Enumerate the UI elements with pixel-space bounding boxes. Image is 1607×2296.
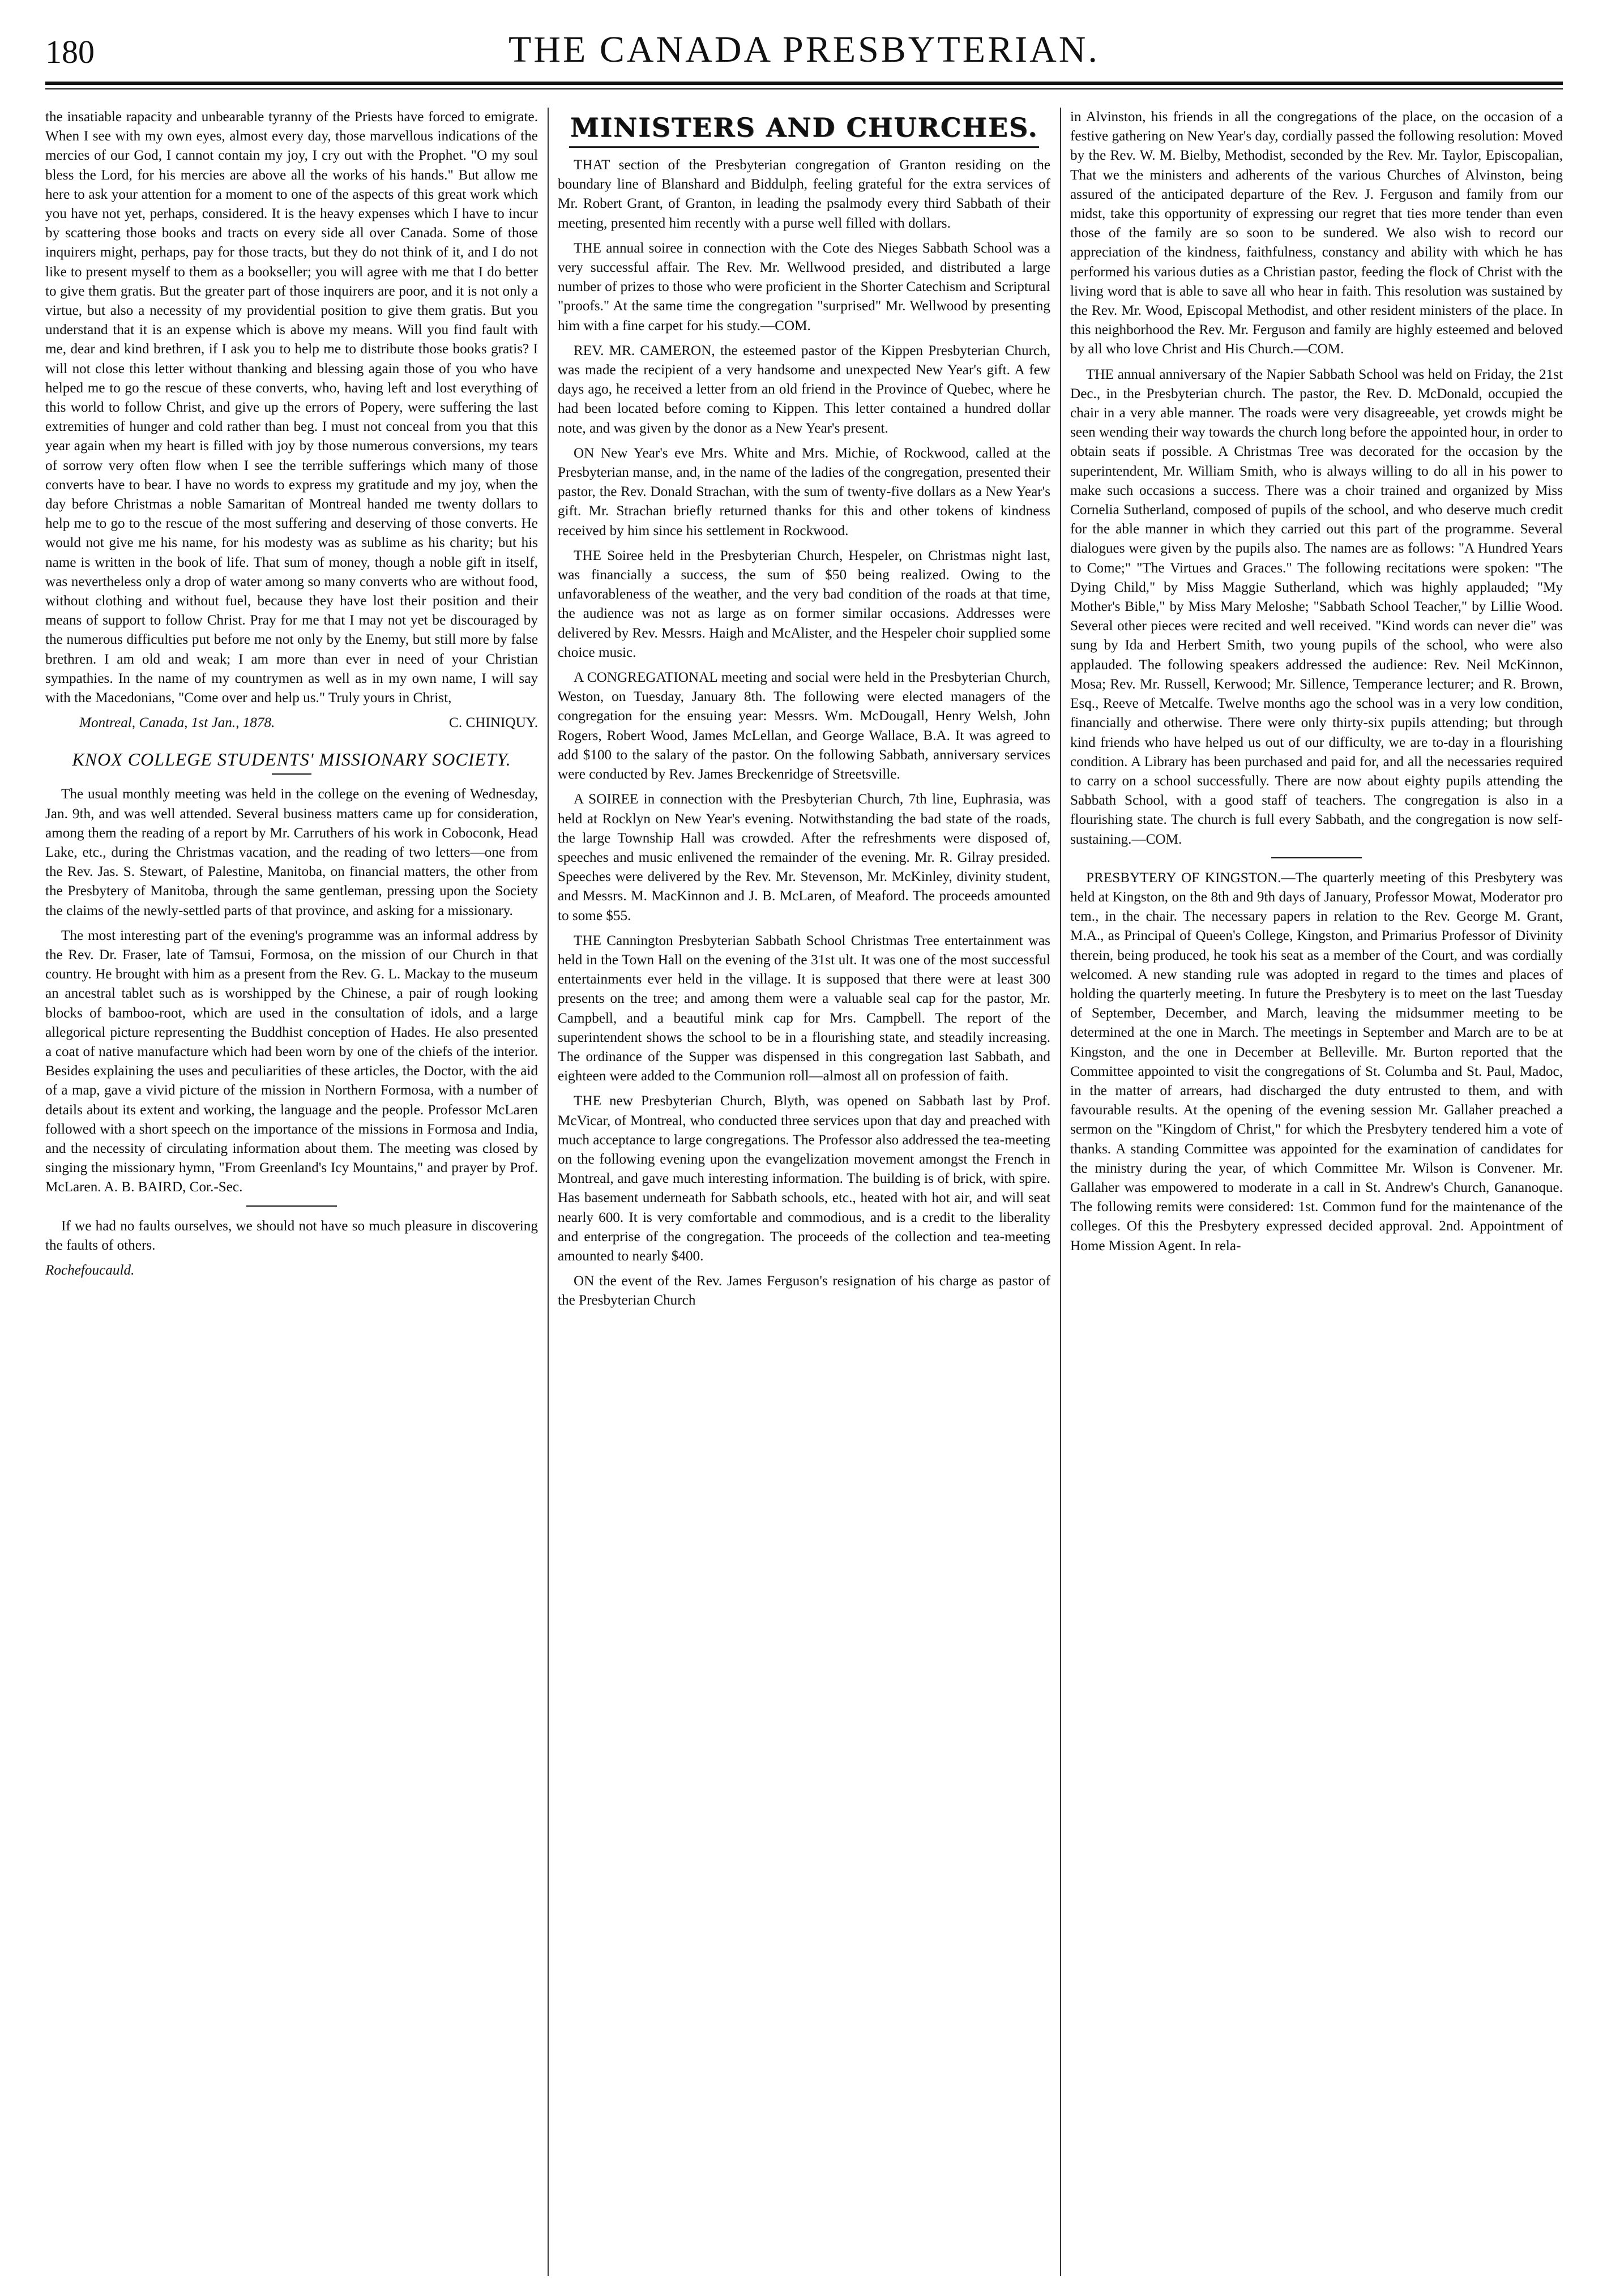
signature-place-date: Montreal, Canada, 1st Jan., 1878. (79, 715, 275, 731)
chiniquy-letter-text: the insatiable rapacity and unbearable tyranny of the Priests have forced to emigrate. When I see with my own eyes, almost every day, those marvellous indications of the mercies of our God, I cannot contain my joy, I cry out with the Prophet. "O my soul bless the Lord, for his mercies are above all the works of his hands." But allow me here to ask your attention for a moment to one of the aspects of this great work which you have not yet, perhaps, considered. It is the heavy expenses which I have to incur by scattering those books and tracts on every side all over Canada. Some of those inquirers might, perhaps, pay for those tracts, but they do not think of it, and I do not like to present myself to them as a bookseller; you will agree with me that I do better to give them gratis. But the greater part of those inquirers are poor, and it is not only a virtue, but also a necessity of my providential position to give them gratis. But you understand that it is an expense which is above my means. Will you find fault with me, dear and kind brethren, if I ask you to help me to distribute those books gratis? I will not close this letter without thanking and blessing again those of you who have helped me to go the rescue of these converts, who, having left and lost everything of this world to follow Christ, and give up the errors of Popery, were suffering the last extremities of hunger and cold rather than beg. I must not conceal from you that this year again when my heart is filled with joy by those numerous conversions, my tears of sorrow very often flow when I see the terrible sufferings which many of those converts have to bear. I have no words to express my gratitude and my joy, when the day before Christmas a noble Samaritan of Montreal handed me twenty dollars to help me to go to the rescue of the most suffering and deserving of those converts. He would not give me his name, for his modesty was as sublime as his charity; but his name is written in the book of life. That sum of money, though a noble gift in itself, was nevertheless only a drop of water among so many converts who are without food, without clothing and without fuel, because they have lost their position and their means of support to follow Christ. Pray for me that I may not yet be discouraged by the numerous difficulties put before me not only by the Enemy, but still more by false brethren. I am old and weak; I am more than ever in need of your Christian sympathies. In the name of my countrymen as well as in my own name, I will say with the Macedonians, "Come over and help us." Truly yours in Christ, (45, 109, 538, 706)
section-rule (246, 1205, 337, 1207)
maxim-author: Rochefoucauld. (45, 1262, 135, 1278)
column-right (1070, 108, 1563, 2276)
news-item: ON New Year's eve Mrs. White and Mrs. Michie, of Rockwood, called at the Presbyterian manse, and, in the name of the ladies of the congregation, presented their pastor, the Rev. Donald Strachan, with the sum of twenty-five dollars as a New Year's gift. Mr. Strachan briefly returned thanks for this and other tokens of kindness received by him since his settlement in Rockwood. (558, 445, 1050, 538)
news-item: THE Cannington Presbyterian Sabbath School Christmas Tree entertainment was held in the Town Hall on the evening of the 31st ult. It was one of the most successful entertainments ever held in the village. It is supposed that there were at least 300 presents on the tree; and among them were a valuable seal cap for the pastor, Mr. Campbell, and a beautiful mink cap for Mrs. Campbell. The report of the superintendent shows the school to be in a flourishing state, and steadily increasing. The ordinance of the Supper was dispensed in this congregation last Sabbath, and eighteen were added to the Communion roll—almost all on profession of faith. (558, 933, 1050, 1084)
heading-rule (569, 146, 1039, 148)
signature-name: C. CHINIQUY. (449, 715, 538, 731)
column-middle (558, 108, 1050, 2276)
news-item: A SOIREE in connection with the Presbyterian Church, 7th line, Euphrasia, was held at Rocklyn on New Year's evening. Notwithstanding the bad state of the roads, the large Township Hall was crowded. After the refreshments were disposed of, speeches and music enlivened the remainder of the evening. Mr. R. Gilray presided. Speeches were delivered by the Rev. Mr. Stevenson, Mr. McKinley, divinity student, and Messrs. M. MacKinnon and J. B. McLaren, of Meaford. The proceeds amounted to some $55. (558, 792, 1050, 923)
news-item: THAT section of the Presbyterian congregation of Granton residing on the boundary line of Blanshard and Biddulph, feeling grateful for the extra services of Mr. Robert Grant, of Granton, in leading the psalmody every third Sabbath of their meeting, presented him recently with a purse well filled with dollars. (558, 157, 1050, 231)
masthead-rule-thin (45, 88, 1563, 89)
ministers-churches-heading: MINISTERS AND CHURCHES. (570, 112, 1038, 143)
news-item: A CONGREGATIONAL meeting and social were held in the Presbyterian Church, Weston, on Tuesday, January 8th. The following were elected managers of the congregation for the ensuing year: Messrs. Wm. McDougall, Henry Welsh, John Rogers, Robert Wood, James McLellan, and George Wallace, B.A. It was agreed to add $100 to the salary of the pastor. On the following Sabbath, anniversary services were conducted by Rev. James Breckenridge of Streetsville. (558, 670, 1050, 783)
page-number: 180 (45, 33, 95, 70)
masthead (45, 23, 1563, 85)
masthead-rule-thick (45, 82, 1563, 85)
newspaper-page (45, 23, 1563, 2276)
letter-signature (45, 713, 538, 733)
maxim-text: If we had no faults ourselves, we should not have so much pleasure in discovering the faults of others. (45, 1218, 538, 1253)
knox-paragraph: The most interesting part of the evening's programme was an informal address by the Rev. Dr. Fraser, late of Tamsui, Formosa, on the mission of our Church in that country. He brought with him as a present from the Rev. G. L. Mackay to the museum an ancestral tablet such as is worshipped by the Chinese, a pair of rough looking blocks of bamboo-root, which are used in the consultation of idols, and a large allegorical picture representing the Buddhist conception of Hades. He also presented a coat of native manufacture which had been worn by one of the chiefs of the interior. Besides explaining the uses and peculiarities of these articles, the Doctor, with the aid of a map, gave a vivid picture of the mission in Northern Formosa, with a number of details about its extent and working, the language and the people. Professor McLaren followed with a short speech on the importance of the missions in Formosa and India, and the necessity of circulating information about them. The meeting was closed by singing the missionary hymn, "From Greenland's Icy Mountains," and prayer by Prof. McLaren. A. B. BAIRD, Cor.-Sec. (45, 927, 538, 1195)
news-item: in Alvinston, his friends in all the congregations of the place, on the occasion of a festive gathering on New Year's day, cordially passed the following resolution: Moved by the Rev. W. M. Bielby, Methodist, seconded by the Rev. Mr. Taylor, Episcopalian, That we the ministers and adherents of the various Churches of Alvinston, being assured of the anticipated departure of the Rev. J. Ferguson and family from our midst, take this opportunity of expressing our regret that ties more tender than even those of the family are so soon to be sundered. We also wish to record our appreciation of the kindness, faithfulness, constancy and ability with which he has performed his various duties as a Christian pastor, feeding the flock of Christ with the living word that is able to save all who hear in faith. This resolution was sustained by the Rev. Mr. Wood, Episcopal Methodist, and other resident ministers of the place. In this neighborhood the Rev. Mr. Ferguson and family are highly esteemed and beloved by all who love Christ and His Church.—COM. (1070, 109, 1563, 357)
column-left (45, 108, 538, 2276)
column-divider (548, 108, 549, 2276)
news-item: THE Soiree held in the Presbyterian Church, Hespeler, on Christmas night last, was financially a success, the sum of $50 being realized. Owing to the unfavorableness of the weather, and the very bad condition of the roads at that time, the audience was not as large as on former similar occasions. Addresses were delivered by Rev. Messrs. Haigh and McAlister, and the Hespeler choir supplied some choice music. (558, 548, 1050, 660)
heading-rule (272, 773, 311, 775)
knox-paragraph: The usual monthly meeting was held in the college on the evening of Wednesday, Jan. 9th, and was well attended. Several business matters came up for consideration, among them the reading of a report by Mr. Carruthers of his work in Coboconk, Head Lake, etc., during the Christmas vacation, and the reading of two letters—one from the Rev. Jas. S. Stewart, of Palestine, Manitoba, on financial matters, the other from the Presbytery of Manitoba, through the same gentleman, pressing upon the Society the claims of the newly-settled parts of that province, and asking for a missionary. (45, 786, 538, 918)
journal-title: THE CANADA PRESBYTERIAN. (508, 29, 1100, 70)
columns (45, 108, 1563, 2276)
news-item: THE new Presbyterian Church, Blyth, was opened on Sabbath last by Prof. McVicar, of Montreal, who conducted three services upon that day and preached with much acceptance to large congregations. The Professor also addressed the tea-meeting on the following evening upon the evangelization movement amongst the French in Montreal, and gave much interesting information. The building is of brick, with spire. Has basement underneath for Sabbath schools, etc., heated with hot air, and will seat nearly 600. It is very comfortable and commodious, and is a credit to the liberality and enterprise of the congregation. The proceeds of the collection and tea-meeting amounted to nearly $400. (558, 1093, 1050, 1264)
news-item: ON the event of the Rev. James Ferguson's resignation of his charge as pastor of the Presbyterian Church (558, 1273, 1050, 1309)
knox-college-heading: KNOX COLLEGE STUDENTS' MISSIONARY SOCIETY. (72, 749, 511, 770)
column-divider (1060, 108, 1061, 2276)
news-item: REV. MR. CAMERON, the esteemed pastor of the Kippen Presbyterian Church, was made the recipient of a very handsome and unexpected New Year's gift. A few days ago, he received a letter from an old friend in the Province of Quebec, where he had been located before coming to Kippen. This letter contained a hundred dollar note, and was given by the donor as a New Year's present. (558, 343, 1050, 436)
news-item: THE annual anniversary of the Napier Sabbath School was held on Friday, the 21st Dec., in the Presbyterian church. The pastor, the Rev. D. McDonald, occupied the chair in a very able manner. The roads were very disagreeable, yet crowds might be seen wending their way towards the church long before the appointed hour, in order to obtain seats if possible. A Christmas Tree was decorated for the occasion by the superintendent, Mr. William Smith, who is always willing to do all in his power to make such occasions a success. There was a choir trained and organized by Miss Cornelia Sutherland, composed of pupils of the school, and who deserve much credit for the able manner in which they carried out this part of the programme. Several dialogues were given by the pupils also. The names are as follows: "A Hundred Years to Come;" "The Virtues and Graces." The following recitations were spoken: "The Dying Child," by Miss Maggie Sutherland, which was highly applauded; "My Mother's Bible," by Miss Mary Meloshe; "Sabbath School Teacher," by Lillie Wood. Several other pieces were recited and well received. "Kind words can never die" was sung by Ida and Herbert Smith, two young pupils of the school, who were also applauded. The following speakers addressed the audience: Rev. Neil McKinnon, Mosa; Rev. Mr. Russell, Kerwood; Mr. Sillence, Temperance lecturer; and R. Brown, Esq., Reeve of Metcalfe. Twelve months ago the school was in a very low condition, financially and otherwise. There were only thirty-six pupils attending; but through kind friends who have helped us out of our difficulty, we are to-day in a flourishing condition. A Library has been purchased and paid for, and all the necessaries required to carry on a school successfully. There are now about eighty pupils attending the Sabbath School, with a good staff of teachers. The congregation is also in a flourishing state. The church is full every Sabbath, and the congregation is now self-sustaining.—COM. (1070, 366, 1563, 847)
presbytery-report: PRESBYTERY OF KINGSTON.—The quarterly meeting of this Presbytery was held at Kingston, on the 8th and 9th days of January, Professor Mowat, Moderator pro tem., in the chair. The necessary papers in relation to the Rev. George M. Grant, M.A., as Principal of Queen's College, Kingston, and Primarius Professor of Divinity therein, being produced, he took his seat as a member of the Court, and was cordially welcomed. A new standing rule was adopted in regard to the times and places of holding the quarterly meeting. In future the Presbytery is to meet on the last Tuesday of September, December, and March, leaving the midsummer meeting to be determined at the one in March. The meetings in September and March are to be at Kingston, and the one in December at Belleville. Mr. Burton reported that the Committee appointed to visit the congregations of St. Columba and St. Paul, Madoc, in the matter of arrears, had discharged the duty entrusted to them, and with favourable results. At the opening of the evening session Mr. Gallaher preached a sermon on the "Kingdom of Christ," for which the Presbytery tendered him a vote of thanks. A standing Committee was appointed for the examination of candidates for the ministry during the year, of which Committee Mr. Wilson is Convener. Mr. Gallaher was empowered to moderate in a call in St. Andrew's Church, Gananoque. The following remits were considered: 1st. Common fund for the maintenance of the colleges. Of this the Presbytery expressed decided approval. 2nd. Appointment of Home Mission Agent. In rela- (1070, 870, 1563, 1254)
section-rule (1271, 857, 1362, 858)
news-item: THE annual soiree in connection with the Cote des Nieges Sabbath School was a very successful affair. The Rev. Mr. Wellwood presided, and distributed a large number of prizes to those who were proficient in the Shorter Catechism and Scriptural "proofs." At the same time the congregation "surprised" Mr. Wellwood by presenting him with a fine carpet for his study.—COM. (558, 240, 1050, 334)
